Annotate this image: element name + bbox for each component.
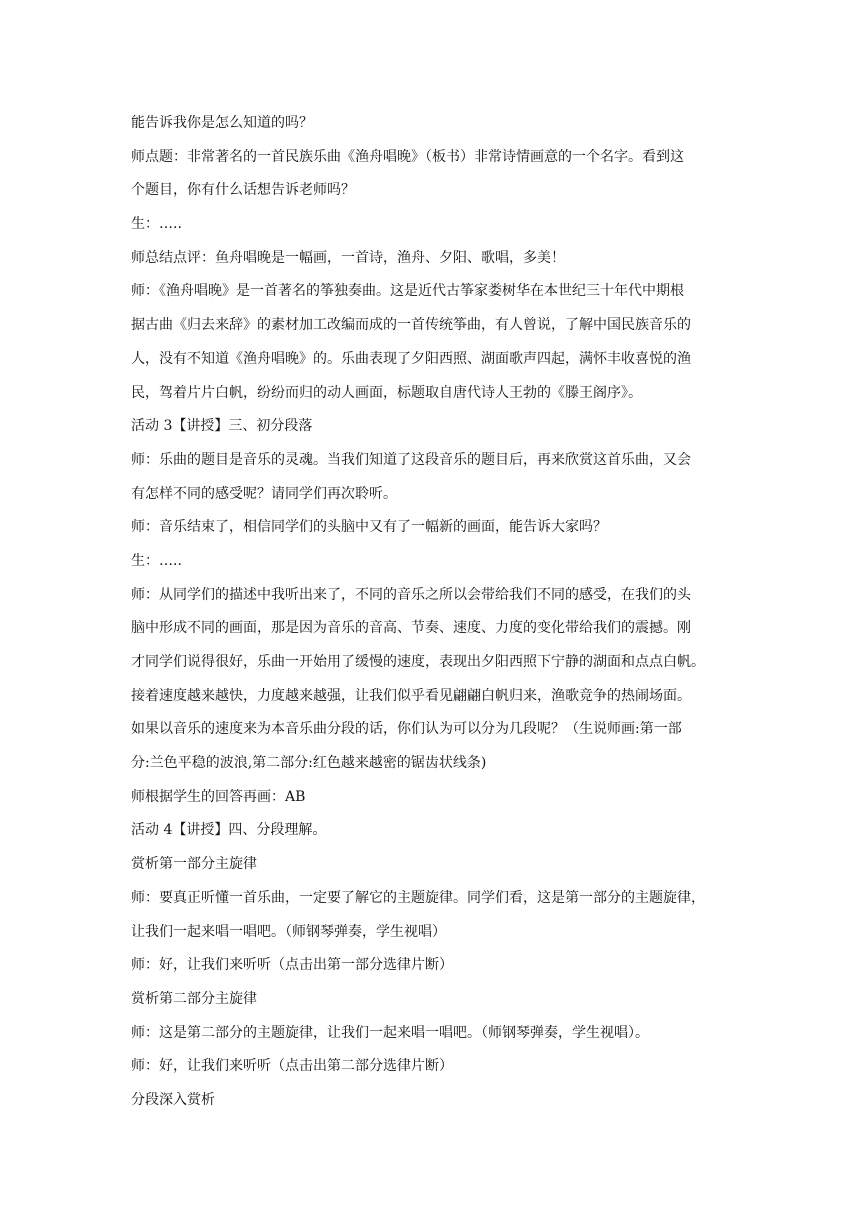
paragraph [131, 511, 731, 545]
text-line: 师：这是第二部分的主题旋律，让我们一起来唱一唱吧。（师钢琴弹奏，学生视唱）。 [131, 1024, 649, 1041]
paragraph [131, 848, 731, 882]
text-line: 民，驾着片片白帆，纷纷而归的动人画面，标题取自唐代诗人王勃的《滕王阁序》。 [131, 384, 642, 401]
text-line: 脑中形成不同的画面，那是因为音乐的音高、节奏、速度、力度的变化带给我们的震撼。刚 [131, 620, 691, 637]
text-line: 个题目，你有什么话想告诉老师吗？ [131, 182, 355, 199]
paragraph [131, 983, 731, 1017]
text-line: 能告诉我你是怎么知道的吗？ [131, 115, 313, 131]
text-line: 生：….. [131, 552, 182, 569]
text-line: 师：从同学们的描述中我听出来了，不同的音乐之所以会带给我们不同的感受，在我们的头 [131, 586, 691, 603]
paragraph [131, 814, 731, 848]
paragraph [131, 781, 731, 815]
text-line: 活动 3【讲授】三、初分段落 [131, 418, 313, 435]
text-line: 师：好，让我们来听听（点击出第二部分选律片断） [131, 1058, 453, 1075]
text-line: 让我们一起来唱一唱吧。（师钢琴弹奏，学生视唱） [131, 923, 446, 940]
text-line: 师点题：非常著名的一首民族乐曲《渔舟唱晚》（板书）非常诗情画意的一个名字。看到这 [131, 148, 684, 165]
paragraph [131, 410, 731, 444]
paragraph [131, 242, 731, 276]
text-line: 据古曲《归去来辞》的素材加工改编而成的一首传统筝曲，有人曾说，了解中国民族音乐的 [131, 317, 691, 334]
document-body [131, 107, 731, 1118]
paragraph [131, 1017, 731, 1051]
text-line: 分段深入赏析 [131, 1091, 215, 1108]
paragraph [131, 949, 731, 983]
text-line: 才同学们说得很好，乐曲一开始用了缓慢的速度，表现出夕阳西照下宁静的湖面和点点白帆。 [131, 654, 705, 670]
paragraph [131, 141, 731, 208]
text-line: 有怎样不同的感受呢？请同学们再次聆听。 [131, 485, 397, 502]
text-line: 生：….. [131, 216, 182, 233]
text-line: 师根据学生的回答再画：AB [131, 788, 306, 805]
text-line: 人，没有不知道《渔舟唱晚》的。乐曲表现了夕阳西照、湖面歌声四起，满怀丰收喜悦的渔 [131, 350, 691, 367]
text-line: 师：音乐结束了，相信同学们的头脑中又有了一幅新的画面，能告诉大家吗？ [131, 519, 607, 536]
paragraph [131, 545, 731, 579]
text-line: 接着速度越来越快，力度越来越强，让我们似乎看见翩翩白帆归来，渔歌竞争的热闹场面。 [131, 687, 691, 704]
text-line: 赏析第一部分主旋律 [131, 856, 257, 873]
text-line: 分:兰色平稳的波浪,第二部分:红色越来越密的锯齿状线条) [131, 755, 487, 772]
paragraph [131, 208, 731, 242]
paragraph [131, 1084, 731, 1118]
text-line: 如果以音乐的速度来为本音乐曲分段的话，你们认为可以分为几段呢？（生说师画:第一部 [131, 721, 682, 738]
text-line: 师：要真正听懂一首乐曲，一定要了解它的主题旋律。同学们看，这是第一部分的主题旋律， [131, 889, 705, 906]
text-line: 赏析第二部分主旋律 [131, 990, 257, 1007]
paragraph [131, 1050, 731, 1084]
paragraph [131, 275, 731, 410]
paragraph [131, 444, 731, 511]
text-line: 师：《渔舟唱晚》是一首著名的筝独奏曲。这是近代古筝家娄树华在本世纪三十年代中期根 [131, 283, 684, 300]
paragraph [131, 107, 731, 141]
paragraph [131, 579, 731, 781]
text-line: 师：乐曲的题目是音乐的灵魂。当我们知道了这段音乐的题目后，再来欣赏这首乐曲，又会 [131, 451, 691, 468]
text-line: 师总结点评：鱼舟唱晚是一幅画，一首诗，渔舟、夕阳、歌唱，多美！ [131, 249, 565, 266]
text-line: 师：好，让我们来听听（点击出第一部分选律片断） [131, 957, 453, 974]
text-line: 活动 4【讲授】四、分段理解。 [131, 822, 327, 839]
paragraph [131, 882, 731, 949]
